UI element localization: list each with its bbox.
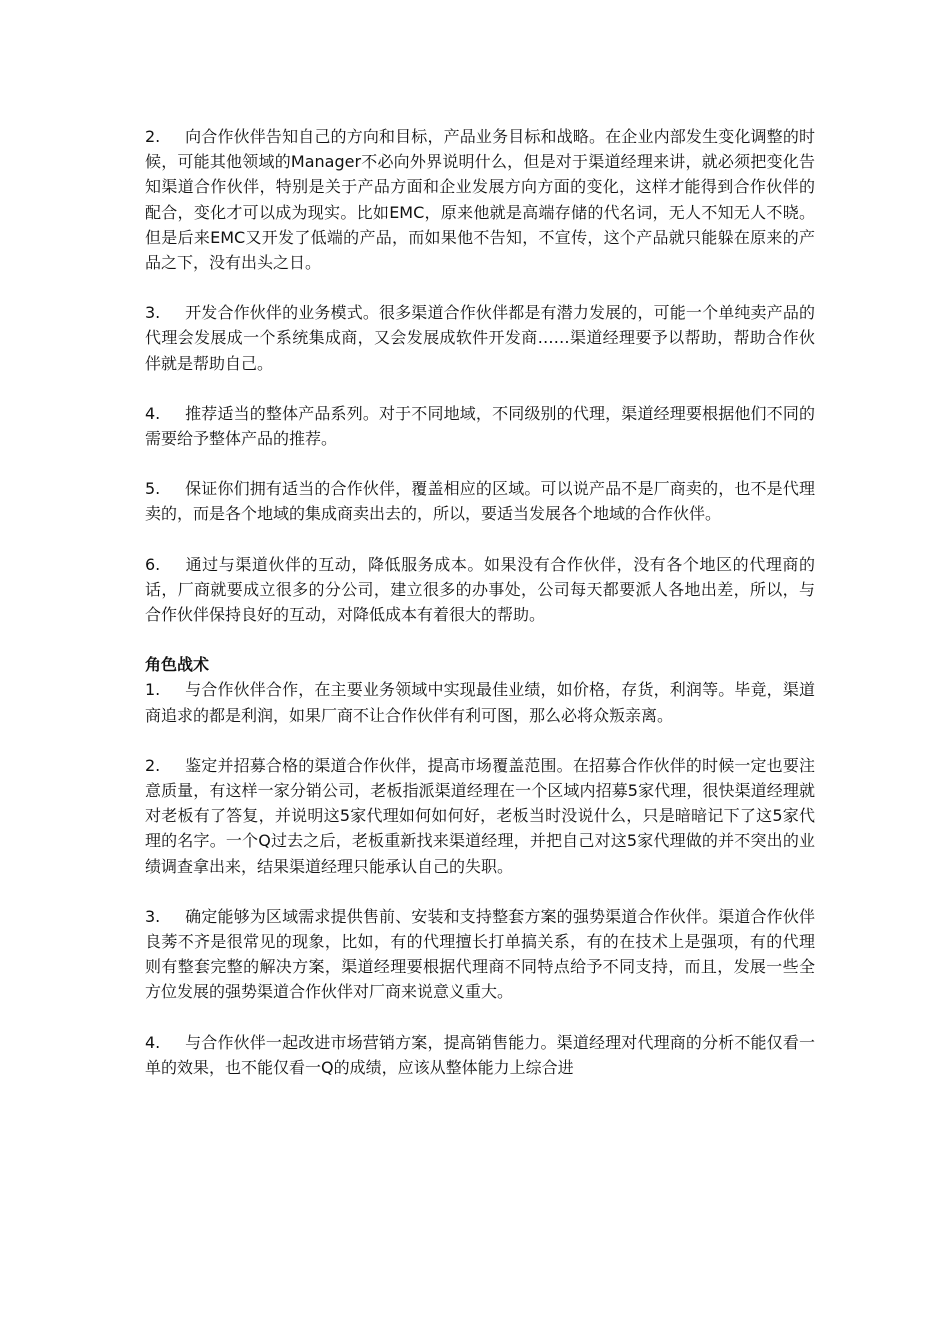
section-heading: 角色战术 bbox=[145, 655, 210, 675]
paragraph-number: 2. bbox=[145, 755, 161, 775]
paragraph-a-6 bbox=[145, 552, 815, 628]
paragraph-a-3 bbox=[145, 300, 815, 376]
paragraph-text: 通过与渠道伙伴的互动，降低服务成本。如果没有合作伙伴，没有各个地区的代理商的话，厂商就要成立很多的分公司，建立很多的办事处，公司每天都要派人各地出差，所以，与合作伙伴保持良好的互动，对降低成本有着很大的帮助。 bbox=[145, 554, 815, 625]
paragraph-number: 4. bbox=[145, 1032, 161, 1052]
document-page bbox=[145, 124, 815, 1105]
paragraph-text: 与合作伙伴一起改进市场营销方案，提高销售能力。渠道经理对代理商的分析不能仅看一单的效果，也不能仅看一Q的成绩，应该从整体能力上综合进 bbox=[145, 1032, 815, 1077]
paragraph-text: 确定能够为区域需求提供售前、安装和支持整套方案的强势渠道合作伙伴。渠道合作伙伴良莠不齐是很常见的现象，比如，有的代理擅长打单搞关系，有的在技术上是强项，有的代理则有整套完整的解决方案，渠道经理要根据代理商不同特点给予不同支持，而且，发展一些全方位发展的强势渠道合作伙伴对厂商来说意义重大。 bbox=[145, 906, 815, 1002]
paragraph-number: 6. bbox=[145, 554, 161, 574]
paragraph-text: 向合作伙伴告知自己的方向和目标，产品业务目标和战略。在企业内部发生变化调整的时候，可能其他领域的Manager不必向外界说明什么，但是对于渠道经理来讲，就必须把变化告知渠道合作伙伴，特别是关于产品方面和企业发展方向方面的变化，这样才能得到合作伙伴的配合，变化才可以成为现实。比如EMC，原来他就是高端存储的代名词，无人不知无人不晓。但是后来EMC又开发了低端的产品，而如果他不告知，不宣传，这个产品就只能躲在原来的产品之下，没有出头之日。 bbox=[145, 127, 815, 273]
paragraph-a-4 bbox=[145, 401, 815, 451]
paragraph-number: 5. bbox=[145, 479, 161, 499]
paragraph-text: 开发合作伙伴的业务模式。很多渠道合作伙伴都是有潜力发展的，可能一个单纯卖产品的代理会发展成一个系统集成商，又会发展成软件开发商……渠道经理要予以帮助，帮助合作伙伴就是帮助自己。 bbox=[145, 303, 815, 373]
paragraph-b-2 bbox=[145, 753, 815, 879]
paragraph-b-1 bbox=[145, 677, 815, 727]
paragraph-number: 1. bbox=[145, 680, 161, 700]
paragraph-b-4 bbox=[145, 1030, 815, 1080]
paragraph-text: 保证你们拥有适当的合作伙伴，覆盖相应的区域。可以说产品不是厂商卖的，也不是代理卖的，而是各个地域的集成商卖出去的，所以，要适当发展各个地域的合作伙伴。 bbox=[145, 479, 815, 524]
paragraph-number: 3. bbox=[145, 303, 161, 323]
paragraph-a-2 bbox=[145, 124, 815, 275]
paragraph-text: 与合作伙伴合作，在主要业务领域中实现最佳业绩，如价格，存货，利润等。毕竟，渠道商追求的都是利润，如果厂商不让合作伙伴有利可图，那么必将众叛亲离。 bbox=[145, 680, 815, 725]
paragraph-number: 3. bbox=[145, 906, 161, 926]
paragraph-number: 2. bbox=[145, 127, 161, 146]
paragraph-b-3 bbox=[145, 904, 815, 1005]
paragraph-text: 推荐适当的整体产品系列。对于不同地域，不同级别的代理，渠道经理要根据他们不同的需要给予整体产品的推荐。 bbox=[145, 403, 815, 449]
paragraph-a-5 bbox=[145, 476, 815, 526]
paragraph-number: 4. bbox=[145, 403, 161, 423]
paragraph-text: 鉴定并招募合格的渠道合作伙伴，提高市场覆盖范围。在招募合作伙伴的时候一定也要注意质量，有这样一家分销公司，老板指派渠道经理在一个区域内招募5家代理，很快渠道经理就对老板有了答复，并说明这5家代理如何如何好，老板当时没说什么，只是暗暗记下了这5家代理的名字。一个Q过去之后，老板重新找来渠道经理，并把自己对这5家代理做的并不突出的业绩调查拿出来，结果渠道经理只能承认自己的失职。 bbox=[145, 755, 815, 876]
